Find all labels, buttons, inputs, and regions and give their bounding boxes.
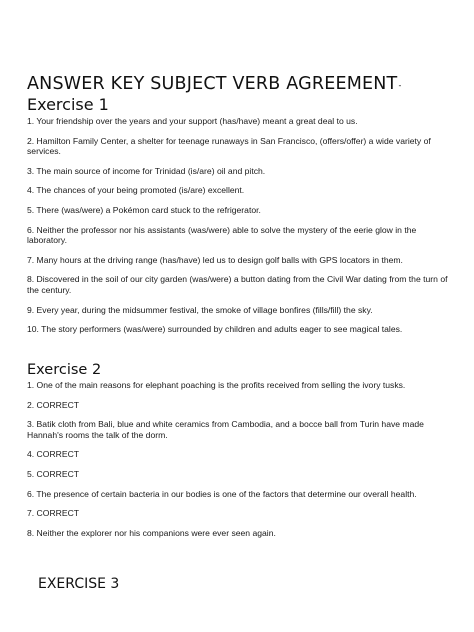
exercise-2-item: 2. CORRECT [27, 399, 80, 410]
exercise-2-item: 8. Neither the explorer nor his companions were ever seen again. [27, 527, 276, 538]
exercise-2-heading: Exercise 2 [27, 362, 102, 378]
exercise-1-item: 7. Many hours at the driving range (has/have) led us to design golf balls with GPS locators in them. [27, 254, 403, 265]
exercise-1-list [27, 116, 452, 344]
exercise-1-heading: Exercise 1 [27, 95, 109, 114]
exercise-2-list [27, 380, 452, 547]
exercise-2-item: 1. One of the main reasons for elephant poaching is the profits received from selling the ivory tusks. [27, 380, 406, 390]
exercise-1-item: 3. The main source of income for Trinidad (is/are) oil and pitch. [27, 165, 266, 176]
exercise-1-item: 1. Your friendship over the years and your support (has/have) meant a great deal to us. [27, 116, 358, 126]
exercise-1-item: 2. Hamilton Family Center, a shelter for teenage runaways in San Francisco, (offers/offer) a wide variety of services. [27, 135, 431, 157]
exercise-2-item: 5. CORRECT [27, 468, 80, 479]
exercise-1-item: 10. The story performers (was/were) surrounded by children and adults eager to see magical tales. [27, 324, 403, 335]
exercise-1-item: 5. There (was/were) a Pokémon card stuck to the refrigerator. [27, 204, 261, 215]
exercise-1-item: 4. The chances of your being promoted (is/are) excellent. [27, 185, 245, 196]
document-title-text: ANSWER KEY SUBJECT VERB AGREEMENT [27, 74, 398, 94]
exercise-3-heading: EXERCISE 3 [38, 576, 120, 592]
exercise-2-item: 7. CORRECT [27, 508, 80, 519]
title-mark: - [398, 81, 402, 90]
exercise-1-item: 9. Every year, during the midsummer festival, the smoke of village bonfires (fills/fill) the sky. [27, 304, 373, 315]
exercise-2-item: 4. CORRECT [27, 449, 80, 460]
exercise-2-item: 6. The presence of certain bacteria in our bodies is one of the factors that determine our overall health. [27, 488, 417, 499]
exercise-1-item: 8. Discovered in the soil of our city garden (was/were) a button dating from the Civil War dating from the turn of the century. [27, 274, 448, 295]
exercise-2-item: 3. Batik cloth from Bali, blue and white ceramics from Cambodia, and a bocce ball from Turin have made Hannah's rooms the talk of the dorm. [27, 419, 424, 440]
exercise-1-item: 6. Neither the professor nor his assistants (was/were) able to solve the mystery of the eerie glow in the laboratory. [27, 224, 417, 246]
document-title [27, 74, 402, 94]
